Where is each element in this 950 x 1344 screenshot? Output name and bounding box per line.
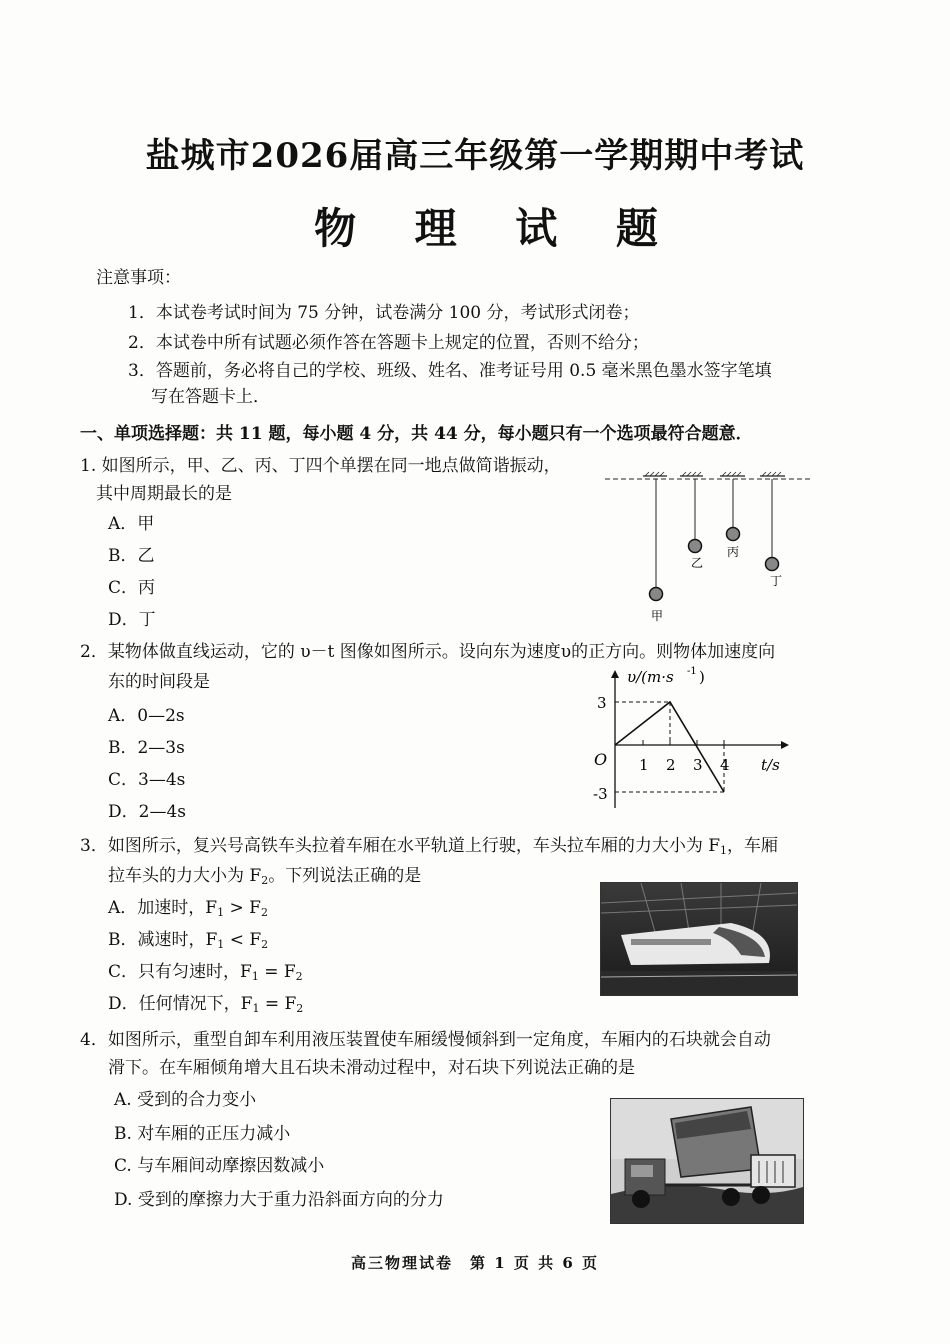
q1-option-c: C．丙 (108, 578, 156, 598)
q3-option-c: C．只有匀速时，$F_1 = F_2$ (108, 962, 303, 983)
vt-graph (585, 660, 805, 814)
label-bing: 丙 (727, 545, 740, 559)
q1-option-d: D．丁 (108, 610, 156, 630)
dump-truck-photo (610, 1098, 804, 1224)
notes-item-2: 2．本试卷中所有试题必须作答在答题卡上规定的位置，否则不给分； (128, 333, 649, 353)
q2-option-a: A．0—2s (108, 706, 185, 726)
q4-stem-line2: 滑下。在车厢倾角增大且石块未滑动过程中，对石块下列说法正确的是 (108, 1058, 635, 1078)
ytick-3: 3 (597, 694, 607, 712)
q3-option-a: A．加速时，$F_1 > F_2$ (108, 898, 268, 919)
notes-heading: 注意事项： (96, 268, 181, 288)
label-ding: 丁 (770, 574, 783, 588)
origin-label: O (594, 750, 608, 769)
ylabel-sup: -1 (687, 666, 697, 677)
q2-stem-line1: 2．某物体做直线运动，它的 υ－t 图像如图所示。设向东为速度υ的正方向。则物体加速度向 (80, 642, 776, 662)
xtick-1: 1 (639, 756, 649, 774)
exam-subtitle: 物 理 试 题 (314, 204, 680, 253)
page-footer: 高三物理试卷 第 1 页 共 6 页 (351, 1254, 599, 1272)
q2-option-b: B．2—3s (108, 738, 185, 758)
bob-jia (650, 588, 663, 601)
q3-option-d: D．任何情况下，$F_1 = F_2$ (108, 994, 304, 1015)
q4-option-a: A. 受到的合力变小 (114, 1090, 257, 1110)
q1-option-b: B．乙 (108, 546, 155, 566)
notes-item-3: 3．答题前，务必将自己的学校、班级、姓名、准考证号用 0.5 毫米黑色墨水签字笔填 (128, 361, 772, 381)
q1-stem-line2: 其中周期最长的是 (96, 484, 232, 504)
notes-item-3-cont: 写在答题卡上． (151, 387, 270, 407)
q4-option-c: C. 与车厢间动摩擦因数减小 (114, 1156, 325, 1176)
q3-option-b: B．减速时，$F_1 < F_2$ (108, 930, 269, 951)
q1-stem-line1: 1. 如图所示，甲、乙、丙、丁四个单摆在同一地点做简谐振动， (80, 456, 561, 476)
xtick-3: 3 (693, 756, 703, 774)
section-heading: 一、单项选择题：共 11 题，每小题 4 分，共 44 分，每小题只有一个选项最符合题意． (80, 424, 753, 444)
bob-bing (727, 528, 740, 541)
ylabel-close: ) (699, 668, 705, 686)
xlabel: t/s (761, 756, 780, 774)
ylabel: υ/(m·s (627, 668, 674, 686)
q1-option-a: A．甲 (108, 514, 155, 534)
q3-stem-line2: 拉车头的力大小为 $F_2$。下列说法正确的是 (108, 866, 422, 887)
xtick-2: 2 (666, 756, 676, 774)
bob-yi (689, 540, 702, 553)
xtick-4: 4 (720, 756, 730, 774)
q2-option-c: C．3—4s (108, 770, 186, 790)
q2-stem-line2: 东的时间段是 (108, 672, 210, 692)
q4-stem-line1: 4．如图所示，重型自卸车利用液压装置使车厢缓慢倾斜到一定角度，车厢内的石块就会自动 (80, 1030, 771, 1050)
q2-option-d: D．2—4s (108, 802, 186, 822)
exam-title: 盐城市2026届高三年级第一学期期中考试 (145, 136, 805, 176)
label-yi: 乙 (691, 556, 704, 570)
pendulum-figure (605, 470, 825, 634)
train-photo (600, 882, 798, 996)
notes-item-1: 1．本试卷考试时间为 75 分钟，试卷满分 100 分，考试形式闭卷； (128, 303, 640, 323)
ytick-neg3: -3 (593, 785, 608, 803)
q4-option-b: B. 对车厢的正压力减小 (114, 1124, 291, 1144)
q4-option-d: D. 受到的摩擦力大于重力沿斜面方向的分力 (114, 1190, 444, 1210)
q3-stem-line1: 3．如图所示，复兴号高铁车头拉着车厢在水平轨道上行驶，车头拉车厢的力大小为 $F_1$，车厢 (80, 836, 779, 857)
vt-line (615, 702, 724, 792)
label-jia: 甲 (651, 609, 664, 623)
bob-ding (766, 558, 779, 571)
